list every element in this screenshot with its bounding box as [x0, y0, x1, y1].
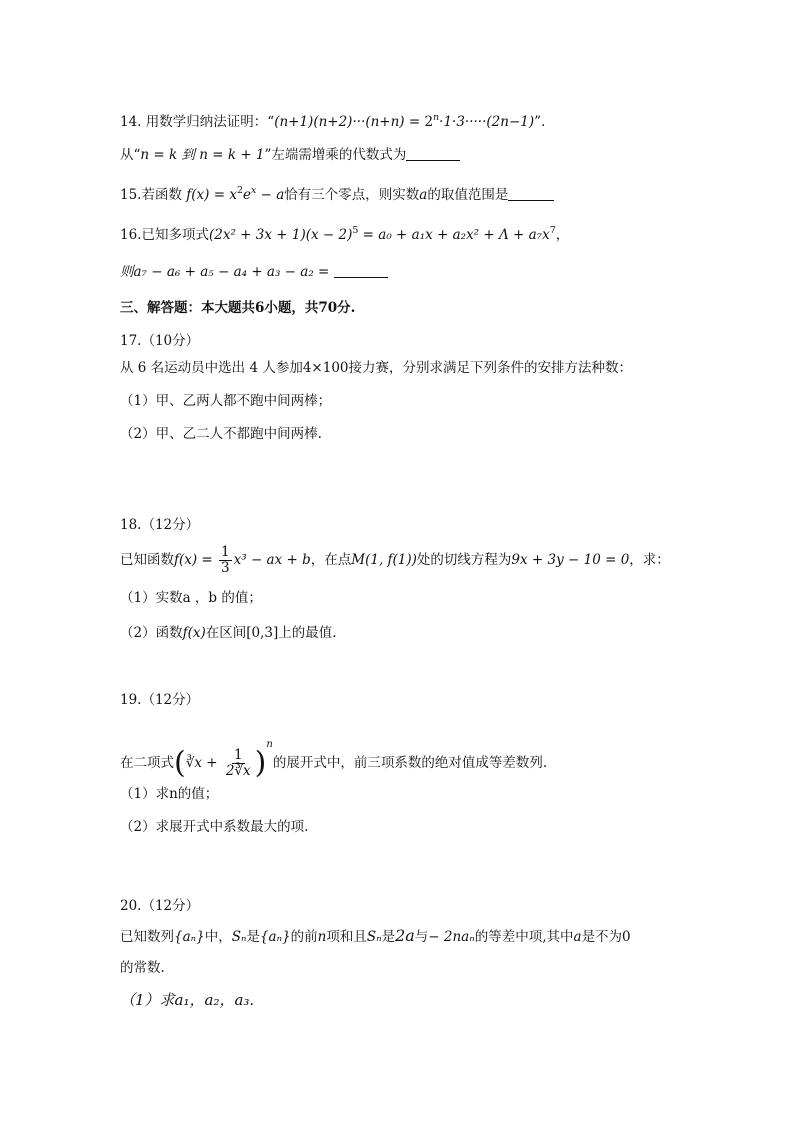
q14-line2	[120, 145, 460, 165]
q14-prefix: 用数学归纳法证明：“	[145, 114, 275, 130]
q17-part1: （1）甲、乙两人都不跑中间两棒；	[120, 393, 332, 409]
q17-stem: 从 6 名运动员中选出 4 人参加4×100接力赛，分别求满足下列条件的安排方法种数：	[120, 360, 633, 376]
q15-text-c: 的取值范围是	[427, 187, 509, 203]
q19-part2: （2）求展开式中系数最大的项.	[120, 819, 309, 835]
q18-p2-f: f(x)	[182, 625, 206, 641]
q14-eq: = 2	[404, 114, 434, 130]
q18-tangent-line: 9x + 3y − 10 = 0	[511, 552, 630, 568]
q18-frac-den: 3	[221, 560, 230, 576]
q15-exp2: x	[250, 185, 257, 196]
q14-condition: n = k 到 n = k + 1	[140, 147, 265, 163]
q20-header: 20.（12分）	[120, 898, 200, 914]
q20-text-h: 的等差中项,其中	[474, 929, 574, 945]
q18-frac-num: 1	[221, 544, 230, 560]
q20-part1: （1）求a₁，a₂，a₃.	[120, 991, 255, 1009]
q20-seq: {aₙ}	[174, 929, 205, 945]
q20-text-d: 的前	[290, 929, 318, 945]
q19-frac-num: 1	[233, 747, 243, 763]
q14-line2-suffix: ”左端需增乘的代数式为	[264, 147, 407, 163]
q15-exp1: 2	[236, 185, 243, 196]
q16-line2	[120, 262, 388, 282]
q20-two-a: 2a	[395, 926, 415, 945]
q14-line1	[120, 108, 545, 132]
q15-answer-blank[interactable]	[508, 186, 554, 201]
q17-header: 17.（10分）	[120, 333, 200, 349]
q14-lhs: (n+1)(n+2)···(n+n)	[274, 114, 405, 130]
q20-n: n	[317, 929, 327, 945]
q20-sn: Sₙ	[231, 929, 247, 945]
q16-exp: 5	[352, 225, 359, 236]
q19-stem	[120, 722, 547, 786]
q18-part2	[120, 623, 337, 643]
q20-neg: − 2naₙ	[428, 929, 475, 945]
q15-var: a	[419, 187, 428, 203]
q19-paren-right: )	[254, 745, 267, 781]
q18-p2-b: 在区间	[205, 625, 247, 641]
q18-fraction	[219, 545, 232, 576]
q20-text-b: 中，	[204, 929, 232, 945]
q15-text-b: 恰有三个零点，则实数	[284, 187, 420, 203]
q19-header: 19.（12分）	[120, 692, 200, 708]
q20-seq2: {aₙ}	[259, 929, 291, 945]
q18-text-d: ，求：	[629, 552, 670, 568]
q16-line1	[120, 221, 569, 245]
q14-suffix: ”.	[534, 114, 546, 130]
q19-exp: n	[266, 739, 273, 750]
q15-func: f(x) = x	[186, 187, 237, 203]
q16-exp7: 7	[549, 225, 556, 236]
q18-part1: （1）实数a ，b 的值；	[120, 590, 262, 606]
q20-text-c: 是	[246, 929, 260, 945]
q20-text-f: 是	[381, 929, 396, 945]
q18-rest: x³ − ax + b	[233, 552, 311, 568]
q16-text-a: 已知多项式	[141, 227, 209, 243]
q19-plus: +	[201, 755, 222, 771]
section3-title: 三、解答题：本大题共6小题，共70分.	[120, 300, 356, 316]
q20-text-i: 是不为0	[581, 929, 631, 945]
q14-number: 14.	[120, 114, 142, 130]
q15-e: e	[242, 187, 251, 203]
q19-root: ∛x	[185, 755, 202, 771]
q14-answer-blank[interactable]	[406, 146, 460, 161]
q14-exp: n	[433, 112, 440, 123]
q18-text-c: 处的切线方程为	[416, 552, 512, 568]
q18-stem	[120, 543, 670, 577]
q18-p2-interval: [0,3]	[246, 625, 279, 641]
q19-frac-den: 2∛x	[225, 763, 251, 779]
q20-text-a: 已知数列	[120, 929, 174, 945]
q15-line	[120, 181, 554, 205]
q20-text-e: 项和且	[326, 929, 367, 945]
q19-paren-left: (	[174, 745, 186, 781]
q14-rhs: ·1·3·····(2n−1)	[439, 114, 535, 130]
q20-sn2: Sₙ	[366, 929, 382, 945]
q15-number: 15.	[120, 187, 142, 203]
q14-line2-prefix: 从“	[120, 147, 141, 163]
q19-fraction	[224, 748, 253, 779]
q19-part1: （1）求n的值；	[120, 786, 219, 802]
q20-text-g: 与	[414, 929, 429, 945]
q20-line2: 的常数.	[120, 960, 165, 976]
q18-point: M(1, f(1))	[351, 552, 417, 568]
q18-header: 18.（12分）	[120, 517, 200, 533]
q19-text-a: 在二项式	[120, 755, 174, 771]
q16-answer-blank[interactable]	[334, 263, 388, 278]
q15-text-a: 若函数	[141, 187, 182, 203]
q16-expand: = a₀ + a₁x + a₂x² + Λ + a₇x	[358, 227, 550, 243]
q16-comma: ，	[555, 227, 570, 243]
q18-text-b: ，在点	[310, 552, 352, 568]
q20-a: a	[573, 929, 582, 945]
q18-p2-c: 上的最值.	[278, 625, 337, 641]
q19-text-b: 的展开式中，前三项系数的绝对值成等差数列.	[272, 755, 548, 771]
q18-text-a: 已知函数	[120, 552, 174, 568]
q20-stem	[120, 926, 631, 947]
q18-p2-a: （2）函数	[120, 625, 183, 641]
q17-part2: （2）甲、乙二人不都跑中间两棒.	[120, 426, 322, 442]
q16-poly: (2x² + 3x + 1)(x − 2)	[208, 227, 353, 243]
q15-minus-a: − a	[256, 187, 285, 203]
q16-line2: 则a₇ − a₆ + a₅ − a₄ + a₃ − a₂ =	[120, 264, 334, 280]
q16-number: 16.	[120, 227, 142, 243]
q18-func: f(x) =	[174, 552, 218, 568]
